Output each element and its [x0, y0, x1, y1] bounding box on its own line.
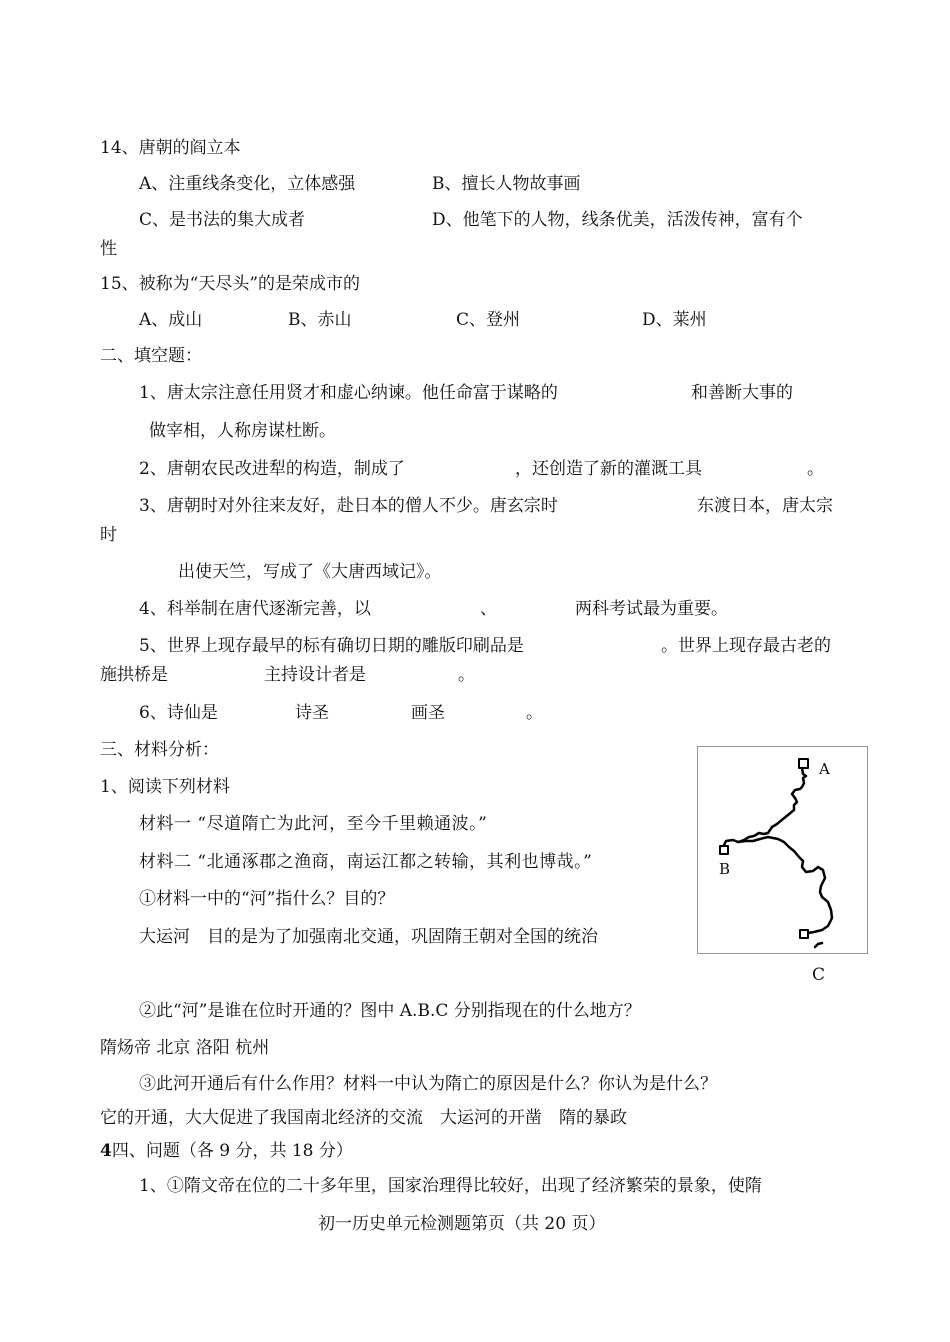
fill-q6-part1: 6、诗仙是	[139, 703, 218, 723]
page-footer: 初一历史单元检测题第页（共 20 页）	[318, 1214, 606, 1234]
material-answer-3: 它的开通，大大促进了我国南北经济的交流 大运河的开凿 隋的暴政	[100, 1108, 627, 1128]
fill-q5-line2-part1: 施拱桥是	[100, 665, 168, 685]
q14-option-d: D、他笔下的人物，线条优美，活泼传神，富有个	[432, 210, 803, 230]
problem-q1-line1: 1、①隋文帝在位的二十多年里，国家治理得比较好，出现了经济繁荣的景象，使隋	[139, 1176, 762, 1196]
q15-option-a: A、成山	[139, 310, 203, 330]
fill-q2-part2: ，还创造了新的灌溉工具	[515, 459, 702, 479]
material-sub-question-1: ①材料一中的“河”指什么？目的？	[139, 889, 395, 909]
q15-option-c: C、登州	[456, 310, 521, 330]
fill-q1-line2: 做宰相，人称房谋杜断。	[149, 421, 336, 441]
map-label-c: C	[812, 965, 826, 985]
material-one: 材料一 “尽道隋亡为此河，至今千里赖通波。”	[139, 814, 488, 834]
material-sub-question-3: ③此河开通后有什么作用？材料一中认为隋亡的原因是什么？你认为是什么？	[139, 1074, 717, 1094]
q15-option-d: D、莱州	[642, 310, 707, 330]
q14-option-c: C、是书法的集大成者	[139, 210, 306, 230]
material-q1-title: 1、阅读下列材料	[100, 777, 230, 797]
q14-option-d-continued: 性	[100, 239, 117, 259]
canal-route-line	[698, 747, 869, 955]
fill-q4-part1: 4、科举制在唐代逐渐完善，以	[139, 599, 371, 619]
fill-q1-part1: 1、唐太宗注意任用贤才和虚心纳谏。他任命富于谋略的	[139, 383, 558, 403]
fill-q4-part3: 两科考试最为重要。	[575, 599, 728, 619]
section4-title	[100, 1140, 353, 1162]
fill-q3-part1: 3、唐朝时对外往来友好，赴日本的僧人不少。唐玄宗时	[139, 496, 558, 516]
section4-number: 4	[100, 1141, 112, 1161]
section2-title: 二、填空题：	[100, 346, 202, 366]
q14-option-a: A、注重线条变化，立体感强	[139, 174, 356, 194]
section3-title: 三、材料分析：	[100, 740, 219, 760]
map-label-b: B	[719, 860, 731, 878]
q14-stem: 14、唐朝的阎立本	[100, 138, 241, 158]
fill-q3-line2: 出使天竺，写成了《大唐西域记》。	[178, 562, 442, 582]
section4-title-text: 四、问题（各 9 分，共 18 分）	[111, 1141, 353, 1161]
map-label-a: A	[819, 760, 830, 778]
material-sub-question-2: ②此“河”是谁在位时开通的？图中 A.B.C 分别指现在的什么地方？	[139, 1001, 641, 1021]
q14-option-b: B、擅长人物故事画	[432, 174, 581, 194]
q15-option-b: B、赤山	[288, 310, 352, 330]
fill-q5-part2: 。世界上现存最古老的	[661, 636, 831, 656]
fill-q6-part3: 画圣	[411, 703, 445, 723]
fill-q5-line2-part3: 。	[458, 665, 475, 685]
fill-q1-part2: 和善断大事的	[691, 383, 793, 403]
fill-q2-part3: 。	[807, 459, 824, 479]
fill-q6-part4: 。	[526, 703, 543, 723]
material-answer-2: 隋炀帝 北京 洛阳 杭州	[100, 1038, 270, 1058]
grand-canal-map	[697, 746, 868, 954]
material-answer-1: 大运河 目的是为了加强南北交通，巩固隋王朝对全国的统治	[139, 927, 598, 947]
fill-q5-part1: 5、世界上现存最早的标有确切日期的雕版印刷品是	[139, 636, 524, 656]
fill-q2-part1: 2、唐朝农民改进犁的构造，制成了	[139, 459, 405, 479]
fill-q5-line2-part2: 主持设计者是	[264, 665, 366, 685]
fill-q3-part2: 东渡日本，唐太宗	[697, 496, 833, 516]
material-two: 材料二 “北通涿郡之渔商，南运江都之转输，其利也博哉。”	[139, 852, 593, 872]
fill-q4-part2: 、	[480, 599, 497, 619]
fill-q3-continued: 时	[100, 525, 117, 545]
fill-q6-part2: 诗圣	[295, 703, 329, 723]
q15-stem: 15、被称为“天尽头”的是荣成市的	[100, 274, 361, 294]
